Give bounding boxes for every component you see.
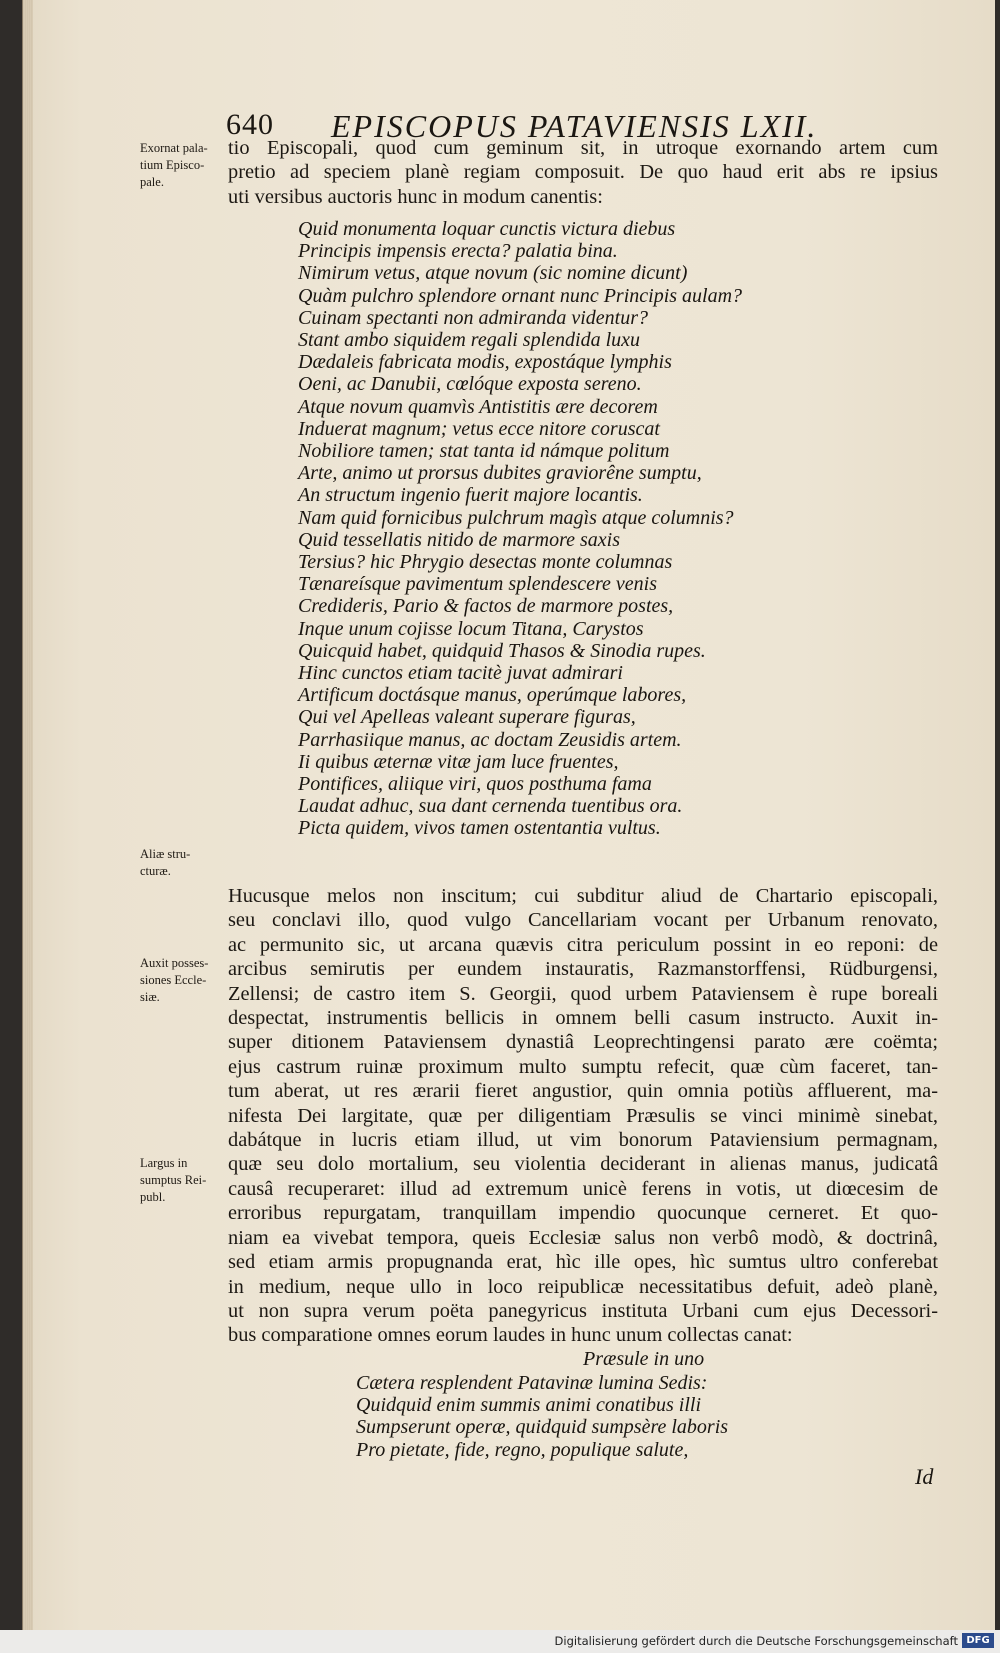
running-title: EPISCOPUS PATAVIENSIS LXII. [331, 108, 818, 144]
verse-line: Pontifices, aliique viri, quos posthuma fama [298, 773, 652, 796]
verse-line: Arte, animo ut prorsus dubites graviorêne sumptu, [298, 462, 702, 485]
verse-line: Principis impensis erecta? palatia bina. [298, 240, 618, 263]
text-line: despectat, instrumentis bellicis in omnem belli casum instructo. Auxit in- [228, 1007, 938, 1030]
verse-line: Credideris, Pario & factos de marmore postes, [298, 595, 674, 618]
verse-line: Pro pietate, fide, regno, populique salute, [356, 1438, 689, 1461]
footer-bar [0, 1630, 1000, 1653]
text-line: causâ recuperaret: illud ad extremum unicè ferens in votis, ut diœcesim de [228, 1177, 938, 1200]
text-line: uti versibus auctoris hunc in modum canentis: [228, 185, 603, 208]
verse-line: Atque novum quamvìs Antistitis ære decorem [298, 395, 658, 418]
verse-line: Ii quibus æternæ vitæ jam luce fruentes, [298, 750, 619, 773]
verse-line: Dædaleis fabricata modis, expostáque lymphis [298, 351, 672, 374]
verse-line: Quàm pulchro splendore ornant nunc Principis aulam? [298, 284, 743, 307]
verse-line: Stant ambo siquidem regali splendida luxu [298, 329, 641, 352]
text-line: pretio ad speciem planè regiam composuit. De quo haud erit abs re ipsius [228, 161, 938, 184]
text-line: in medium, neque ullo in loco reipublicæ necessitatibus defuit, adeò planè, [228, 1275, 938, 1298]
verse-line: Qui vel Apelleas valeant superare figuras, [298, 706, 636, 729]
text-line: ejus castrum ruinæ proximum multo sumptu refecit, quæ cùm faceret, tan- [228, 1055, 938, 1078]
text-line: erroribus repurgatam, tranquillam impendio quocunque cerneret. Et quo- [228, 1202, 938, 1225]
verse-opening-line: Præsule in uno [583, 1348, 705, 1370]
verse-line: Nobiliore tamen; stat tanta id námque politum [298, 440, 670, 463]
text-line: nifesta Dei largitate, quæ per diligentiam Præsulis se vinci minimè sinebat, [228, 1104, 938, 1127]
text-line: super ditionem Pataviensem dynastiâ Leoprechtingensi parato ære coëmta; [228, 1031, 938, 1054]
page-edge [23, 0, 33, 1630]
verse-line: Quidquid enim summis animi conatibus illi [356, 1394, 701, 1417]
text-line: bus comparatione omnes eorum laudes in hunc unum collectas canat: [228, 1324, 793, 1347]
text-line: dabátque in lucris etiam illud, ut vim bonorum Pataviensium permagnam, [228, 1129, 938, 1152]
verse-line: Cætera resplendent Patavinæ lumina Sedis: [356, 1372, 708, 1394]
paragraph-main [228, 884, 938, 1348]
verse-line: Cuinam spectanti non admiranda videntur? [298, 306, 648, 329]
verse-block-praesul [356, 1372, 728, 1461]
margin-note-structures: Aliæ stru-cturæ. [140, 847, 191, 878]
text-line: niam ea vivebat tempora, queis Ecclesiæ salus non verbô modò, & doctrinâ, [228, 1226, 938, 1249]
text-line: tum aberat, ut res ærarii fieret angustior, quin omnia potiùs affluerent, ma- [228, 1080, 938, 1103]
margin-note-possessions: Auxit posses-siones Eccle-siæ. [140, 956, 209, 1004]
verse-line: Nimirum vetus, atque novum (sic nomine dicunt) [298, 262, 688, 285]
catchword: Id [915, 1464, 934, 1489]
verse-line: Quid tessellatis nitido de marmore saxis [298, 528, 621, 551]
verse-line: Induerat magnum; vetus ecce nitore coruscat [298, 417, 660, 440]
margin-note-palace: Exornat pala-tium Episco-pale. [140, 141, 208, 189]
verse-line: Artificum doctásque manus, operúmque labores, [298, 684, 687, 707]
verse-block-palaces [298, 218, 742, 840]
verse-line: Quicquid habet, quidquid Thasos & Sinodia rupes. [298, 639, 706, 662]
verse-line: Hinc cunctos etiam tacitè juvat admirari [298, 662, 623, 685]
verse-line: Oeni, ac Danubii, cœlóque exposta sereno. [298, 373, 642, 396]
paragraph-intro [228, 136, 938, 209]
verse-line: Sumpserunt operæ, quidquid sumpsère laboris [356, 1416, 729, 1439]
text-line: tio Episcopali, quod cum geminum sit, in utroque exornando artem cum [228, 137, 938, 159]
verse-line: Tænareísque pavimentum splendescere venis [298, 573, 657, 596]
verse-line: Nam quid fornicibus pulchrum magìs atque columnis? [298, 506, 734, 529]
dfg-logo: DFG [962, 1633, 994, 1648]
verse-line: Laudat adhuc, sua dant cernenda tuentibus ora. [298, 795, 683, 818]
margin-note-expenses: Largus in sumptus Rei-publ. [140, 1156, 207, 1204]
text-line: ac permunito sic, ut arcana quævis citra periculum possint in eo reponi: de [228, 933, 938, 956]
verse-line: An structum ingenio fuerit majore locantis. [298, 484, 643, 507]
verse-line: Picta quidem, vivos tamen ostentantia vultus. [298, 817, 661, 840]
text-line: Hucusque melos non inscitum; cui subditur aliud de Chartario episcopali, [228, 885, 938, 907]
verse-line: Tersius? hic Phrygio desectas monte columnas [298, 551, 673, 574]
text-line: ut non supra verum poëta panegyricus instituta Urbani cum ejus Decessori- [228, 1299, 938, 1322]
funding-credit: Digitalisierung gefördert durch die Deutsche Forschungsgemeinschaft [554, 1634, 958, 1648]
verse-line: Inque unum cojisse locum Titana, Carystos [298, 617, 644, 640]
text-line: Zellensi; de castro item S. Georgii, quod urbem Pataviensem è rupe boreali [228, 982, 938, 1005]
verse-line: Quid monumenta loquar cunctis victura diebus [298, 218, 676, 240]
text-line: arcibus semirutis per eundem instauratis, Razmanstorffensi, Rüdburgensi, [228, 958, 938, 981]
text-line: seu conclavi illo, quod vulgo Cancellariam vocant per Urbanum renovato, [228, 909, 938, 932]
text-line: quæ seu dolo mortalium, seu violentia deciderant in alienas manus, judicatâ [228, 1153, 938, 1176]
text-line: sed etiam armis propugnanda erat, hìc ille opes, hìc sumtus ultro conferebat [228, 1251, 938, 1274]
verse-line: Parrhasiique manus, ac doctam Zeusidis artem. [298, 728, 682, 751]
page-number: 640 [226, 108, 274, 141]
